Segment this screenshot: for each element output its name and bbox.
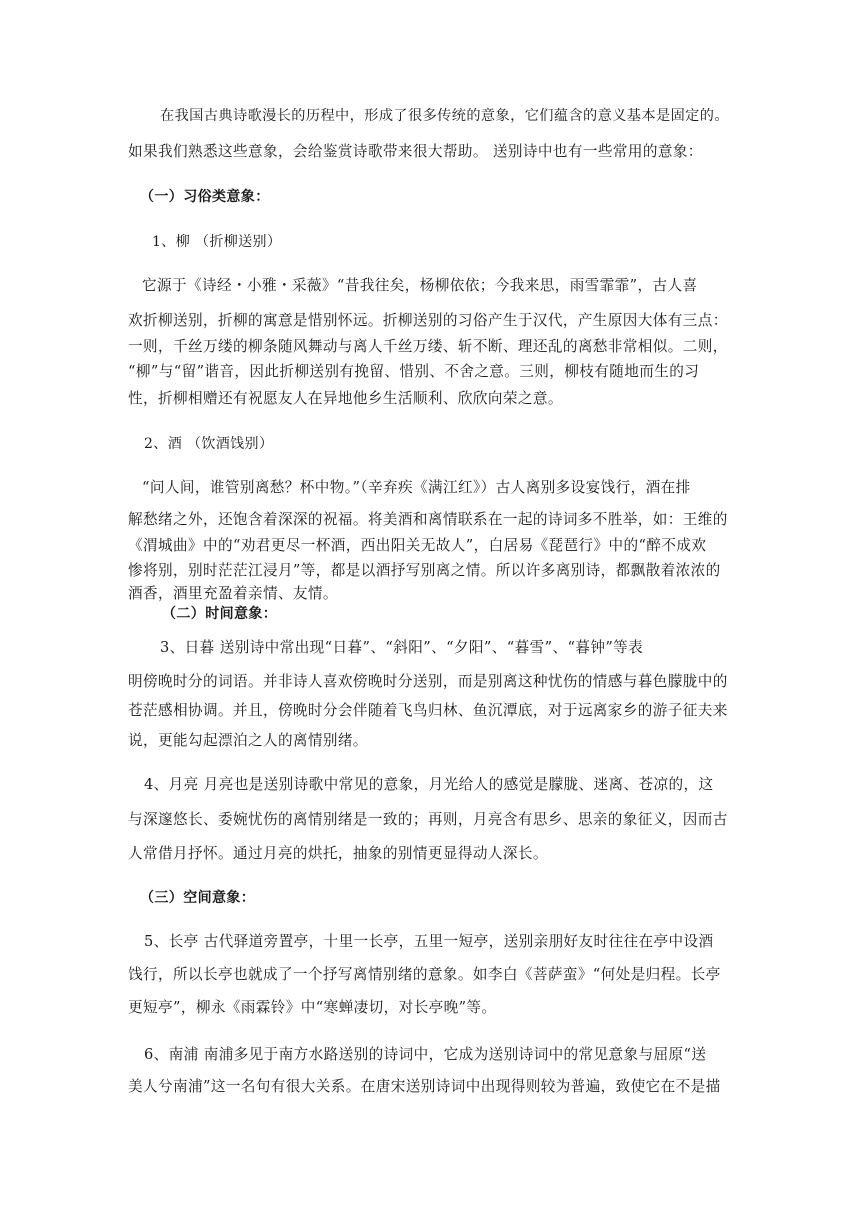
item-wine-line: 惨将别，别时茫茫江浸月”等，都是以酒抒写别离之情。所以许多离别诗，都飘散着浓浓的 <box>128 562 721 579</box>
item-pavilion-line: 5、长亭 古代驿道旁置亭，十里一长亭，五里一短亭，送别亲朋好友时往往在亭中设酒 <box>144 933 714 950</box>
item-nanpu-line: 美人兮南浦”这一名句有很大关系。在唐宋送别诗词中出现得则较为普遍，致使它在不是描 <box>128 1078 721 1095</box>
section-heading-space: （三）空间意象： <box>140 890 256 906</box>
item-willow-line: 它源于《诗经・小雅・采薇》“昔我往矣，杨柳依依；今我来思，雨雪霏霏”，古人喜 <box>142 277 698 294</box>
section-heading-customs: （一）习俗类意象： <box>140 189 270 205</box>
item-nanpu-line: 6、南浦 南浦多见于南方水路送别的诗词中，它成为送别诗词中的常见意象与屈原“送 <box>144 1046 707 1063</box>
item-moon-line: 人常借月抒怀。通过月亮的烘托，抽象的别情更显得动人深长。 <box>128 845 548 862</box>
intro-line-2: 如果我们熟悉这些意象，会给鉴赏诗歌带来很大帮助。 送别诗中也有一些常用的意象： <box>128 143 703 160</box>
item-dusk-line: 3、日暮 送别诗中常出现“日暮”、“斜阳”、“夕阳”、“暮雪”、“暮钟”等表 <box>160 639 644 656</box>
item-wine-line: 酒香，酒里充盈着亲情、友情。 <box>128 585 338 602</box>
item-willow-line: 欢折柳送别，折柳的寓意是惜别怀远。折柳送别的习俗产生于汉代，产生原因大体有三点： <box>128 312 728 329</box>
intro-line-1: 在我国古典诗歌漫长的历程中，形成了很多传统的意象，它们蕴含的意义基本是固定的。 <box>160 108 729 124</box>
item-willow-line: 性，折柳相赠还有祝愿友人在异地他乡生活顺利、欣欣向荣之意。 <box>128 390 563 407</box>
item-dusk-line: 说，更能勾起漂泊之人的离情别绪。 <box>128 732 368 749</box>
item-wine-line: 《渭城曲》中的“劝君更尽一杯酒，西出阳关无故人”，白居易《琵琶行》中的“醉不成欢 <box>128 537 707 554</box>
item-pavilion-line: 饯行，所以长亭也就成了一个抒写离情别绪的意象。如李白《菩萨蛮》“何处是归程。长亭 <box>128 966 721 983</box>
item-willow-line: 一则，千丝万缕的柳条随风舞动与离人千丝万缕、斩不断、理还乱的离愁非常相似。二则， <box>128 338 728 355</box>
item-willow-line: “柳”与“留”谐音，因此折柳送别有挽留、惜别、不舍之意。三则，柳枝有随地而生的习 <box>128 363 700 380</box>
item-dusk-line: 苍茫感相协调。并且，傍晚时分会伴随着飞鸟归林、鱼沉潭底，对于远离家乡的游子征夫来 <box>128 702 728 719</box>
item-wine-line: “问人间，谁管别离愁？杯中物。”（辛弃疾《满江红》）古人离别多设宴饯行，酒在排 <box>142 479 691 496</box>
item-willow-title: 1、柳 （折柳送别） <box>152 234 282 250</box>
item-wine-title: 2、酒 （饮酒饯别） <box>144 436 274 452</box>
item-pavilion-line: 更短亭”，柳永《雨霖铃》中“寒蝉凄切，对长亭晚”等。 <box>128 999 497 1016</box>
item-wine-line: 解愁绪之外，还饱含着深深的祝福。将美酒和离情联系在一起的诗词多不胜举，如：王维的 <box>128 511 728 528</box>
item-dusk-line: 明傍晚时分的词语。并非诗人喜欢傍晚时分送别，而是别离这种忧伤的情感与暮色朦胧中的 <box>128 673 728 690</box>
item-moon-line: 4、月亮 月亮也是送别诗歌中常见的意象，月光给人的感觉是朦胧、迷离、苍凉的，这 <box>144 776 714 793</box>
item-moon-line: 与深邃悠长、委婉忧伤的离情别绪是一致的；再则，月亮含有思乡、思亲的象征义，因而古 <box>128 811 728 828</box>
section-heading-time: （二）时间意象： <box>162 606 278 622</box>
